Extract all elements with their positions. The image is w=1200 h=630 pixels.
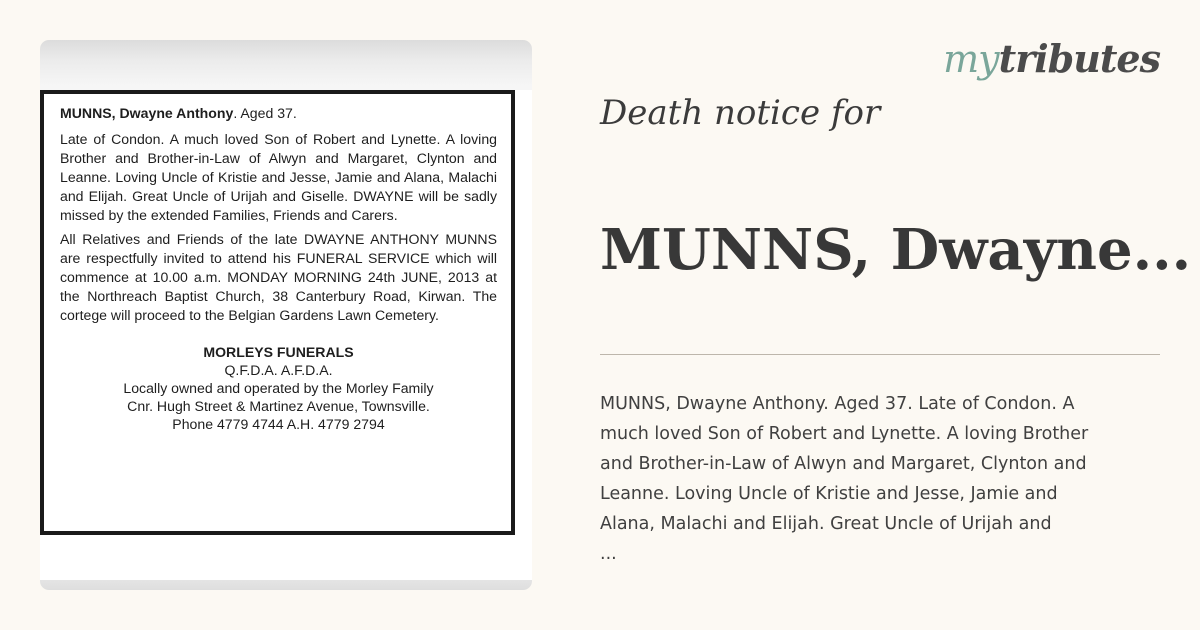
funeral-home-address: Cnr. Hugh Street & Martinez Avenue, Townsville. — [127, 398, 430, 414]
divider — [600, 354, 1160, 355]
page-heading: Death notice for — [600, 93, 881, 133]
summary-line: much loved Son of Robert and Lynette. A loving Brother — [600, 424, 1089, 444]
notice-lead — [60, 104, 497, 123]
funeral-home-phone: Phone 4779 4744 A.H. 4779 2794 — [172, 416, 385, 432]
summary-line: Leanne. Loving Uncle of Kristie and Jesse, Jamie and — [600, 484, 1058, 504]
notice-lead-name: MUNNS, Dwayne Anthony — [60, 105, 234, 121]
notice-summary — [600, 389, 1165, 569]
logo-part-tributes: tributes — [998, 36, 1160, 81]
summary-ellipsis: ... — [600, 544, 617, 564]
notice-paragraph-1: Late of Condon. A much loved Son of Robert and Lynette. A loving Brother and Brother-in-Law of Alwyn and Margaret, Clynton and Leanne. Loving Uncle of Kristie and Jesse, Jamie and Alana, Malachi and Elijah. Great Uncle of Urijah and Giselle. DWAYNE will be sadly missed by the extended Families, Friends and Carers. — [60, 131, 497, 223]
summary-line: MUNNS, Dwayne Anthony. Aged 37. Late of Condon. A — [600, 394, 1075, 414]
logo-part-my: my — [943, 37, 999, 81]
funeral-home-credentials: Q.F.D.A. A.F.D.A. — [224, 362, 333, 378]
funeral-home-name: MORLEYS FUNERALS — [203, 344, 354, 360]
deceased-name: MUNNS, Dwayne... — [600, 217, 1192, 283]
notice-paragraph-2: All Relatives and Friends of the late DWAYNE ANTHONY MUNNS are respectfully invited to attend his FUNERAL SERVICE which will commence at 10.00 a.m. MONDAY MORNING 24th JUNE, 2013 at the Northreach Baptist Church, 38 Canterbury Road, Kirwan. The cortege will proceed to the Belgian Gardens Lawn Cemetery. — [60, 231, 497, 323]
notice-lead-age: . Aged 37. — [233, 105, 297, 121]
summary-line: Alana, Malachi and Elijah. Great Uncle of Urijah and — [600, 514, 1052, 534]
funeral-home-block — [60, 343, 497, 433]
summary-line: and Brother-in-Law of Alwyn and Margaret, Clynton and — [600, 454, 1087, 474]
mytributes-logo[interactable] — [943, 36, 1160, 82]
funeral-home-line-1: Locally owned and operated by the Morley Family — [123, 380, 434, 396]
death-notice-clipping — [40, 90, 515, 535]
